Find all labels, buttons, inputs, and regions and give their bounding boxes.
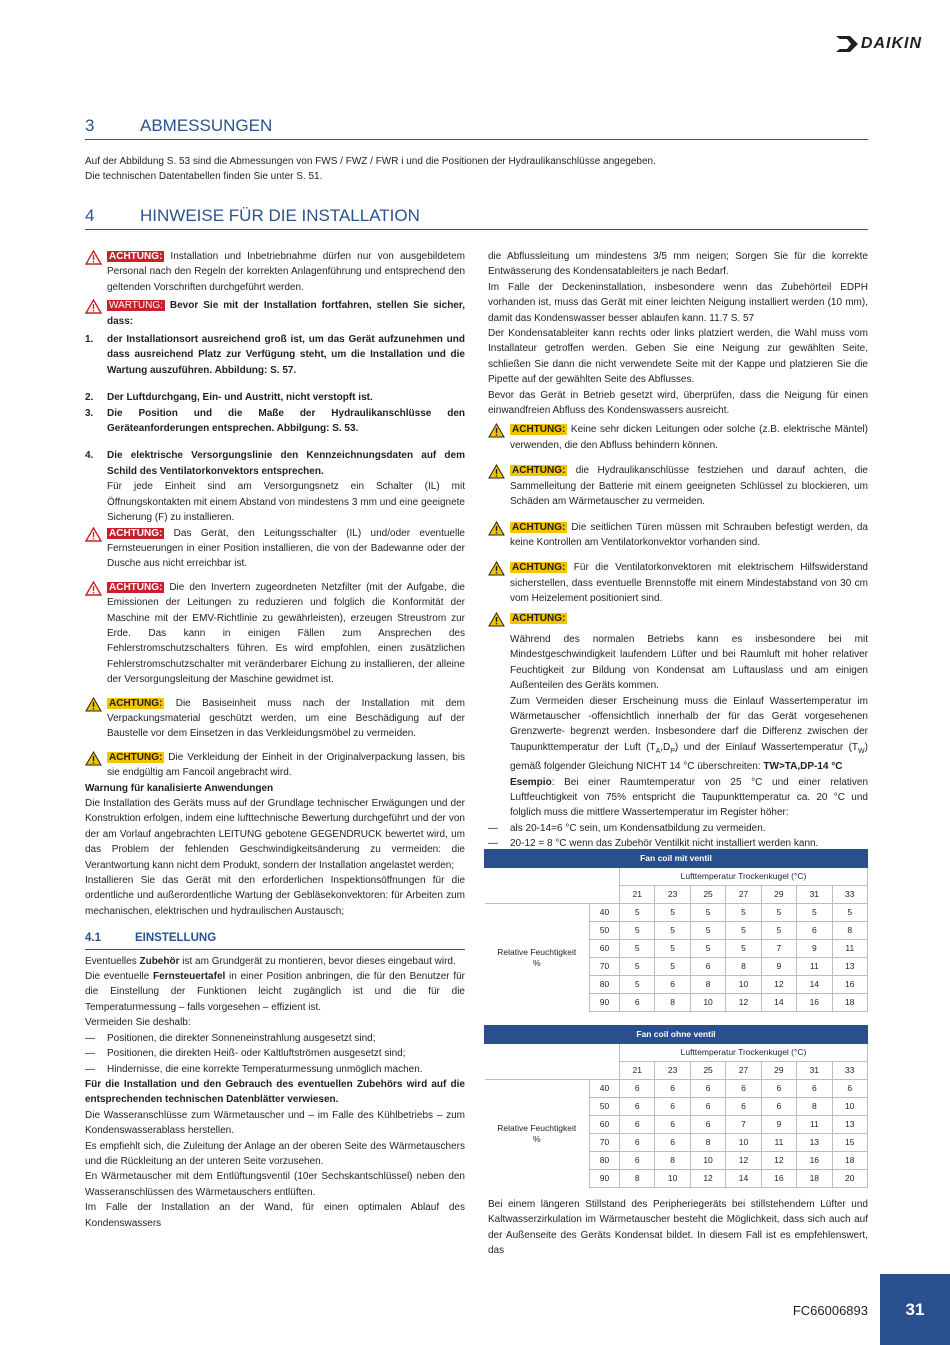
- caution-block: [488, 560, 868, 606]
- paragraph: Auf der Abbildung S. 53 sind die Abmessungen von FWS / FWZ / FWR i und die Positionen der Hydraulikanschlüsse angegeben.: [85, 156, 656, 167]
- paragraph: Die technischen Datentabellen finden Sie unter S. 51.: [85, 171, 323, 183]
- row-header: 40: [590, 904, 620, 922]
- yellow-warning-icon: [85, 696, 107, 717]
- table-cell: 6: [690, 1116, 725, 1134]
- red-warning-icon: [85, 526, 107, 547]
- paragraph: Während des normalen Betriebs kann es insbesondere bei mit Mindestgeschwindigkeit laufendem Lüfter und bei Raumluft mit hoher relativer Feuchtigkeit zur Bildung von Kondensat am Luftauslass und am einigen Außenteilen des Geräts kommen.: [510, 633, 868, 692]
- caution-label: ACHTUNG:: [512, 424, 566, 436]
- paragraph: Es empfiehlt sich, die Zuleitung der Anlage an der oberen Seite des Wärmetauschers und die Rückleitung an der unteren Seite vorzusehen.: [85, 1140, 465, 1167]
- caution-label: ACHTUNG:: [512, 465, 566, 477]
- list-text: Für jede Einheit sind am Versorgungsnetz ein Schalter (IL) mit Öffnungskontakten mit einem Abstand von mindestens 3 mm und eine geeignete Sicherung (F) zu installieren.: [107, 481, 465, 524]
- paragraph: Im Falle der Deckeninstallation, insbesondere wenn das Zubehörteil EDPH vorhanden ist, muss das Gerät mit einer leichten Neigung installiert werden (10 mm), damit das Kondenswasser besser ablaufen kann. 11.7 S. 57: [488, 281, 868, 324]
- yellow-warning-icon: [488, 422, 510, 443]
- table-cell: 6: [620, 1098, 655, 1116]
- table-cell: 9: [761, 1116, 796, 1134]
- table-cell: 6: [690, 1080, 725, 1098]
- paragraph: Bevor das Gerät in Betrieb gesetzt wird, überprüfen, dass die Neigung für einen einwandfreien Abfluss des Kondenswassers ausreicht.: [488, 389, 868, 417]
- text-bold: Fernsteuertafel: [153, 971, 226, 983]
- row-header: 70: [590, 1134, 620, 1152]
- caution-block: [488, 520, 868, 551]
- table-cell: 8: [797, 1098, 832, 1116]
- table-cell: 5: [690, 904, 725, 922]
- subscript: A: [655, 747, 661, 755]
- table-cell: 18: [832, 1152, 867, 1170]
- red-warning-icon: [85, 298, 107, 319]
- left-column: [85, 249, 465, 1231]
- caution-label: ACHTUNG:: [109, 697, 163, 709]
- paragraph: [85, 954, 465, 969]
- table-subtitle: Lufttemperatur Trockenkugel (°C): [620, 868, 868, 886]
- column-header: 27: [726, 886, 761, 904]
- dash-text: Hindernisse, die eine korrekte Temperaturmessung unmöglich machen.: [107, 1063, 423, 1075]
- text: ) und der Einlauf Wassertemperatur (T: [674, 741, 859, 753]
- paragraph: Bei einem längeren Stillstand des Peripheriegeräts bei stillstehendem Lüfter und Kaltwasserzirkulation im Wärmetauscher besteht die Möglichkeit, dass sich auch auf der Außenseite des Geräts Kondensat bildet. In diesem Fall ist es empfehlenswert, das: [488, 1199, 868, 1257]
- table-subtitle: Lufttemperatur Trockenkugel (°C): [620, 1044, 868, 1062]
- table-cell: 8: [832, 922, 867, 940]
- table-cell: 6: [690, 1098, 725, 1116]
- empty-cell: [485, 1044, 620, 1062]
- table-row: [485, 904, 868, 922]
- table-cell: 6: [620, 1080, 655, 1098]
- dash: —: [488, 822, 498, 834]
- row-header: 90: [590, 994, 620, 1012]
- list-number: 1.: [85, 334, 94, 346]
- paragraph: En Wärmetauscher mit dem Entlüftungsventil (10er Sechskantschlüssel) neben den Wasseranschlüssen des Wärmetauschers entlüften.: [85, 1171, 465, 1198]
- warning-text: Installation und Inbetriebnahme dürfen nur von ausgebildetem Personal nach den Regeln der korrekten Anlagenführung und entsprechend den geltenden Vorschriften durchgeführt werden.: [107, 251, 465, 293]
- caution-label: ACHTUNG:: [109, 751, 163, 763]
- table-cell: 5: [726, 940, 761, 958]
- row-group-label: Relative Feuchtigkeit %: [497, 1122, 577, 1144]
- paragraph: [510, 694, 868, 775]
- table-cell: 18: [832, 994, 867, 1012]
- table-cell: 8: [655, 1152, 690, 1170]
- section-3-text: [85, 154, 868, 185]
- table-cell: 6: [761, 1098, 796, 1116]
- column-header: 33: [832, 1062, 867, 1080]
- daikin-logo-icon: [836, 36, 858, 52]
- table-cell: 6: [655, 1134, 690, 1152]
- row-group-cell: [485, 904, 590, 1012]
- section-title: HINWEISE FÜR DIE INSTALLATION: [140, 206, 420, 225]
- warning-label: ACHTUNG:: [109, 251, 163, 262]
- caution-label: ACHTUNG:: [512, 562, 566, 574]
- table-cell: 5: [726, 922, 761, 940]
- text: : Bei einer Raumtemperatur von 25 °C und einer relativen Luftfeuchtigkeit von 75% entspricht die Taupunkttemperatur ca. 20 °C und folglich muss die mittlere Wassertemperatur im Register höher:: [510, 776, 868, 819]
- table-cell: 6: [620, 1116, 655, 1134]
- text: ) gemäß folgender Gleichung NICHT 14 °C überschreiten:: [510, 741, 868, 773]
- column-header: 31: [797, 1062, 832, 1080]
- dash: —: [85, 1063, 95, 1075]
- warning-block: [85, 526, 465, 572]
- text: Zum Vermeiden dieser Erscheinung muss die Einlauf Wassertemperatur im Wärmetauscher -offensichtlich innerhalb der für das Gerät vorgesehenen Grenzwerte- begrenzt werden. Insbesondere darf die Differenz zwischen der Taupunkttemperatur der Luft (T: [510, 695, 868, 753]
- row-group-label: Relative Feuchtigkeit %: [497, 946, 577, 968]
- yellow-warning-icon: [488, 611, 510, 632]
- row-header: 80: [590, 1152, 620, 1170]
- table-cell: 14: [726, 1170, 761, 1188]
- warning-label: ACHTUNG:: [109, 527, 163, 539]
- text: Eventuelles: [85, 955, 140, 967]
- caution-block: [85, 696, 465, 742]
- table-cell: 5: [620, 904, 655, 922]
- table-cell: 12: [761, 1152, 796, 1170]
- caution-block: [85, 750, 465, 781]
- right-column: [488, 249, 868, 852]
- column-header: 25: [690, 1062, 725, 1080]
- brand-logo: [836, 36, 922, 52]
- table-cell: 13: [832, 1116, 867, 1134]
- table-cell: 11: [797, 1116, 832, 1134]
- warning-text: Bevor Sie mit der Installation fortfahren, stellen Sie sicher, dass:: [107, 300, 465, 327]
- dash: —: [488, 838, 498, 850]
- paragraph: Im Falle der Installation an der Wand, für einen optimalen Ablauf des Kondenswassers: [85, 1202, 465, 1229]
- table-cell: 10: [726, 976, 761, 994]
- section-number: 3: [85, 116, 95, 135]
- empty-cell: [485, 1062, 620, 1080]
- caution-label: ACHTUNG:: [512, 612, 566, 624]
- table-cell: 16: [832, 976, 867, 994]
- subheading: Warnung für kanalisierte Anwendungen: [85, 782, 274, 794]
- list-text: der Installationsort ausreichend groß ist, um das Gerät aufzunehmen und dass ausreichend Platz zur Verfügung steht, um die Installation und die Wartung auszuführen. Abbildung: S. 57.: [107, 334, 465, 376]
- paragraph: Der Kondensatableiter kann rechts oder links platziert werden, die Wahl muss vom Installateur getroffen werden. Geben Sie eine Neigung zur gewählten Seite, schließen Sie dann die nicht verwendete Seite mit der Kappe und platzieren Sie die Pipette auf der gewählten Seite des Abflusses.: [488, 328, 868, 386]
- table-cell: 16: [797, 1152, 832, 1170]
- table-cell: 15: [832, 1134, 867, 1152]
- table-cell: 5: [832, 904, 867, 922]
- caution-text: die Hydraulikanschlüsse festziehen und darauf achten, die Sammelleitung der Batterie mit einem geeigneten Schlüssel zu blockieren, um Schäden am Wärmetauscher zu vermeiden.: [510, 465, 868, 508]
- table-cell: 5: [620, 922, 655, 940]
- dash: —: [85, 1032, 95, 1044]
- table-cell: 16: [761, 1170, 796, 1188]
- yellow-warning-icon: [85, 750, 107, 771]
- table-cell: 10: [726, 1134, 761, 1152]
- row-group-cell: [485, 1080, 590, 1188]
- section-title: ABMESSUNGEN: [140, 116, 273, 135]
- list-item: [85, 448, 465, 525]
- row-header: 50: [590, 922, 620, 940]
- section-3-heading: [85, 116, 868, 140]
- column-header: 31: [797, 886, 832, 904]
- column-header: 27: [726, 1062, 761, 1080]
- table-cell: 11: [832, 940, 867, 958]
- dash-text: Positionen, die direkter Sonneneinstrahlung ausgesetzt sind;: [107, 1032, 376, 1044]
- subsection-4-1-heading: [85, 931, 465, 949]
- table-cell: 12: [761, 976, 796, 994]
- row-header: 50: [590, 1098, 620, 1116]
- list-item: [85, 332, 465, 378]
- table-cell: 13: [797, 1134, 832, 1152]
- table-fan-coil-mit-ventil: [484, 849, 868, 1012]
- table-cell: 12: [726, 1152, 761, 1170]
- text-bold: Esempio: [510, 776, 552, 788]
- table-cell: 5: [655, 904, 690, 922]
- table-cell: 5: [620, 976, 655, 994]
- warning-label: WARTUNG:: [109, 300, 163, 312]
- table-cell: 5: [690, 940, 725, 958]
- table-cell: 12: [726, 994, 761, 1012]
- warning-text: Die den Invertern zugeordneten Netzfilter (mit der Aufgabe, die Emissionen der Leitungen zu reduzieren und folglich die Konformität der Maschine mit der EMV-Richtlinie zu gewährleisten), erzeugen Streustrom zur Erde. Das kann in einigen Fällen zum Ansprechen des Fehlerstromschutzschalters führen. Es wird empfohlen, einen zusätzlichen Fehlerstromschutzschalter mit veränderbarer Eichung zu installieren, der alleine der Versorgungsleitung der Maschine gewidmet ist.: [107, 581, 465, 686]
- dash-item: [85, 1031, 465, 1046]
- subsection-title: EINSTELLUNG: [135, 932, 217, 945]
- row-header: 60: [590, 1116, 620, 1134]
- row-header: 60: [590, 940, 620, 958]
- text: ist am Grundgerät zu montieren, bevor dieses eingebaut wird.: [179, 955, 456, 967]
- table-cell: 6: [620, 994, 655, 1012]
- caution-text: Für die Ventilatorkonvektoren mit elektrischem Hilfswiderstand sicherstellen, dass eventuelle Brennstoffe mit einem Mindestabstand von 30 cm vom Heizelement positioniert sind.: [510, 562, 868, 605]
- table-cell: 6: [620, 1152, 655, 1170]
- list-number: 2.: [85, 392, 94, 404]
- list-text: Der Luftdurchgang, Ein- und Austritt, nicht verstopft ist.: [107, 392, 373, 404]
- column-header: 21: [620, 886, 655, 904]
- table-cell: 5: [655, 922, 690, 940]
- table-fan-coil-ohne-ventil: [484, 1025, 868, 1188]
- paragraph: [510, 775, 868, 821]
- row-header: 80: [590, 976, 620, 994]
- red-warning-icon: [85, 580, 107, 601]
- table-title: Fan coil mit ventil: [485, 850, 868, 868]
- yellow-warning-icon: [488, 520, 510, 541]
- table-cell: 5: [620, 940, 655, 958]
- table-cell: 8: [726, 958, 761, 976]
- table-cell: 16: [797, 994, 832, 1012]
- table-cell: 5: [655, 958, 690, 976]
- list-item: [85, 406, 465, 437]
- warning-block: [85, 298, 465, 329]
- row-header: 40: [590, 1080, 620, 1098]
- dash-text: 20-12 = 8 °C wenn das Zubehör Ventilkit nicht installiert werden kann.: [510, 838, 819, 850]
- column-header: 23: [655, 1062, 690, 1080]
- caution-text: Die seitlichen Türen müssen mit Schrauben befestigt werden, da keine Kontrollen am Ventilatorkonvektor vorhanden sind.: [510, 521, 868, 548]
- table-cell: 6: [797, 1080, 832, 1098]
- dash-item: [85, 1046, 465, 1061]
- table-cell: 13: [832, 958, 867, 976]
- column-header: 23: [655, 886, 690, 904]
- column-header: 25: [690, 886, 725, 904]
- table-cell: 11: [797, 958, 832, 976]
- dash-item: [85, 1062, 465, 1077]
- list-text: Die Position und die Maße der Hydraulikanschlüsse den Geräteanforderungen entsprechen. Abbilgung: S. 53.: [107, 407, 465, 435]
- table-cell: 8: [655, 994, 690, 1012]
- table-cell: 11: [761, 1134, 796, 1152]
- paragraph: [85, 969, 465, 1015]
- subsection-number: 4.1: [85, 932, 101, 945]
- caution-text: Die Verkleidung der Einheit in der Originalverpackung lassen, bis sie endgültig am Fancoil angebracht wird.: [107, 751, 465, 779]
- table-cell: 5: [761, 904, 796, 922]
- table-cell: 10: [690, 994, 725, 1012]
- warning-text: Das Gerät, den Leitungsschalter (IL) und/oder eventuelle Fernsteuerungen in einer Position installieren, die von der Badewanne oder der Dusche aus nicht erreichbar ist.: [107, 527, 465, 570]
- section-4-heading: [85, 206, 868, 230]
- paragraph: die Abflussleitung um mindestens 3/5 mm neigen; Sorgen Sie für die korrekte Entwässerung des Kondensatableiters je nach Bedarf.: [488, 251, 868, 278]
- column-header: 29: [761, 886, 796, 904]
- table-cell: 5: [761, 922, 796, 940]
- table-cell: 6: [832, 1080, 867, 1098]
- list-text-bold: Die elektrische Versorgungslinie den Kennzeichnungsdaten auf dem Schild des Ventilatorkonvektors entsprechen.: [107, 450, 465, 477]
- table-cell: 6: [726, 1098, 761, 1116]
- table-cell: 6: [726, 1080, 761, 1098]
- column-header: 21: [620, 1062, 655, 1080]
- warning-block: [85, 249, 465, 295]
- table-cell: 18: [797, 1170, 832, 1188]
- table-cell: 6: [655, 1098, 690, 1116]
- subscript: P: [670, 747, 675, 755]
- caution-text: Die Basiseinheit muss nach der Installation mit dem Verpackungsmaterial geschützt werden, um eine Beschädigung auf der Baustelle vor dem Einsetzen in das Verkleidungsmöbel zu vermeiden.: [107, 697, 465, 740]
- empty-cell: [485, 868, 620, 886]
- table-cell: 5: [620, 958, 655, 976]
- dash-item: [488, 821, 868, 836]
- formula: TW>TA,DP-14 °C: [763, 761, 843, 773]
- table-cell: 7: [761, 940, 796, 958]
- table-cell: 6: [655, 976, 690, 994]
- warning-label: ACHTUNG:: [109, 581, 163, 593]
- table-cell: 20: [832, 1170, 867, 1188]
- caution-block: [488, 422, 868, 453]
- list-item: [85, 390, 465, 405]
- paragraph: Die Installation des Geräts muss auf der Grundlage technischer Erwägungen und der Konstruktion erfolgen, indem eine lufttechnische Bewertung durchgeführt und der von der am Vorlauf angebrachten LEITUNG gebotene GEGENDRUCK bewertet wird, um das Problem der fehlenden Geschwindigkeitsänderung zu vermeiden: die Verantwortung kann nicht dem Produkt, sondern der Installation angelastet werden;: [85, 798, 465, 871]
- table-cell: 6: [761, 1080, 796, 1098]
- table-cell: 8: [690, 976, 725, 994]
- text-bold: Zubehör: [139, 955, 180, 967]
- table-cell: 5: [655, 940, 690, 958]
- yellow-warning-icon: [488, 560, 510, 581]
- table-cell: 5: [797, 904, 832, 922]
- paragraph-bold: Für die Installation und den Gebrauch des eventuellen Zubehörs wird auf die entsprechenden technischen Datenblätter verwiesen.: [85, 1078, 465, 1106]
- empty-cell: [485, 886, 620, 904]
- row-header: 70: [590, 958, 620, 976]
- red-warning-icon: [85, 249, 107, 270]
- table-title: Fan coil ohne ventil: [485, 1026, 868, 1044]
- table-row: [485, 1080, 868, 1098]
- dash: —: [85, 1048, 95, 1060]
- table-cell: 6: [655, 1116, 690, 1134]
- caution-text: Keine sehr dicken Leitungen oder solche (z.B. elektrische Mäntel) verwenden, die den Abfluss behindern können.: [510, 424, 868, 451]
- column-header: 29: [761, 1062, 796, 1080]
- text: in einer Position anbringen, die für den Benutzer für die Einstellung der Funktionen leicht zugänglich ist und die für die Temperaturmessung – falls vorgesehen – effizient ist.: [85, 971, 465, 1013]
- table-cell: 10: [832, 1098, 867, 1116]
- table-cell: 7: [726, 1116, 761, 1134]
- yellow-warning-icon: [488, 463, 510, 484]
- table-cell: 6: [655, 1080, 690, 1098]
- caution-block: [488, 463, 868, 509]
- dash-text: Positionen, die direkten Heiß- oder Kaltluftströmen ausgesetzt sind;: [107, 1048, 406, 1060]
- table-cell: 6: [797, 922, 832, 940]
- text: Die eventuelle: [85, 971, 154, 983]
- paragraph: Vermeiden Sie deshalb:: [85, 1017, 191, 1029]
- table-cell: 10: [690, 1152, 725, 1170]
- table-cell: 6: [690, 958, 725, 976]
- table-cell: 5: [690, 922, 725, 940]
- list-number: 3.: [85, 407, 94, 419]
- table-cell: 9: [761, 958, 796, 976]
- text: ,D: [660, 741, 671, 753]
- caution-label: ACHTUNG:: [512, 521, 566, 533]
- brand-wordmark: DAIKIN: [860, 35, 922, 53]
- table-cell: 5: [726, 904, 761, 922]
- warning-block: [85, 580, 465, 688]
- section-number: 4: [85, 206, 95, 225]
- table-cell: 8: [620, 1170, 655, 1188]
- column-header: 33: [832, 886, 867, 904]
- paragraph: Die Wasseranschlüsse zum Wärmetauscher und – im Falle des Kühlbetriebs – zum Kondenswasserablass herstellen.: [85, 1109, 465, 1137]
- page-number: 31: [880, 1274, 950, 1345]
- document-code: FC66006893: [792, 1303, 868, 1318]
- list-number: 4.: [85, 450, 94, 462]
- table-cell: 12: [690, 1170, 725, 1188]
- table-cell: 6: [620, 1134, 655, 1152]
- table-cell: 8: [690, 1134, 725, 1152]
- paragraph: Installieren Sie das Gerät mit den erforderlichen Inspektionsöffnungen für die ordentliche und außerordentliche Wartung der Gebläsekonvektoren: für Arbeiten zum mechanischen, elektrischen und hydraulischen Austausch;: [85, 875, 465, 917]
- row-header: 90: [590, 1170, 620, 1188]
- table-cell: 9: [797, 940, 832, 958]
- table-cell: 14: [761, 994, 796, 1012]
- caution-block: [488, 611, 868, 821]
- table-cell: 14: [797, 976, 832, 994]
- dash-text: als 20-14=6 °C sein, um Kondensatbildung zu vermeiden.: [510, 822, 766, 834]
- subscript: W: [858, 747, 865, 755]
- table-cell: 10: [655, 1170, 690, 1188]
